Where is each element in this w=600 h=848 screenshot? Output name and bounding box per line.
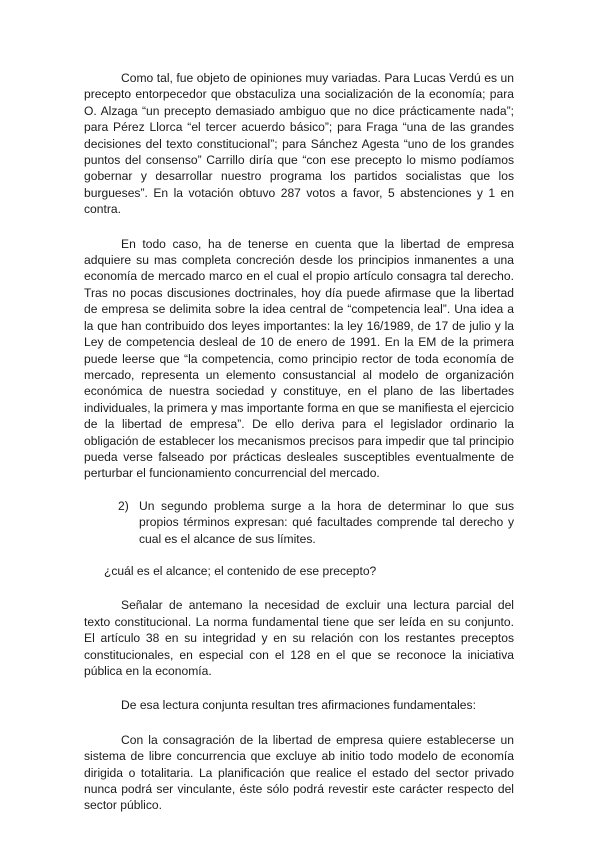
list-item-text: Un segundo problema surge a la hora de determinar lo que sus propios términos expresan: qué facultades comprende tal derecho y cual es el alcance de sus límites. bbox=[139, 498, 514, 546]
list-item-number: 2) bbox=[118, 498, 129, 513]
paragraph-lectura-conjunta: Señalar de antemano la necesidad de excluir una lectura parcial del texto constitucional. La norma fundamental tiene que ser leída en su conjunto. El artículo 38 en su integridad y en su relación con los restantes preceptos constitucionales, en especial con el 128 en el que se reconoce la iniciativa pública en la economía. bbox=[84, 598, 514, 678]
question-line: ¿cuál es el alcance; el contenido de ese precepto? bbox=[104, 563, 377, 578]
paragraph-opinions: Como tal, fue objeto de opiniones muy variadas. Para Lucas Verdú es un precepto entorpecedor que obstaculiza una socialización de la economía; para O. Alzaga “un precepto demasiado ambiguo que no dice prácticamente nada”; para Pérez Llorca “el tercer acuerdo básico”; para Fraga “una de las grandes decisiones del texto constitucional”; para Sánchez Agesta “uno de los grandes puntos del consenso” Carrillo diría que “con ese precepto lo mismo podíamos gobernar y desarrollar nuestro programa los partidos socialistas que los burgueses”. En la votación obtuvo 287 votos a favor, 5 abstenciones y 1 en contra. bbox=[84, 71, 514, 217]
paragraph-competencia-leal: En todo caso, ha de tenerse en cuenta que la libertad de empresa adquiere su mas completa concreción desde los principios inmanentes a una economía de mercado marco en el cual el propio artículo consagra tal derecho. Tras no pocas discusiones doctrinales, hoy día puede afirmase que la libertad de empresa se delimita sobre la idea central de “competencia leal”. Una idea a la que han contribuido dos leyes importantes: la ley 16/1989, de 17 de julio y la Ley de competencia desleal de 10 de enero de 1991. En la EM de la primera puede leerse que “la competencia, como principio rector de toda economía de mercado, representa un elemento consustancial al modelo de organización económica de nuestra sociedad y constituye, en el plano de las libertades individuales, la primera y mas importante forma en que se manifiesta el ejercicio de la libertad de empresa”. De ello deriva para el legislador ordinario la obligación de establecer los mecanismos precisos para impedir que tal principio pueda verse falseado por prácticas desleales susceptibles eventualmente de perturbar el funcionamiento concurrencial del mercado. bbox=[84, 236, 514, 481]
paragraph-libre-concurrencia: Con la consagración de la libertad de empresa quiere establecerse un sistema de libre concurrencia que excluye ab initio todo modelo de economía dirigida o totalitaria. La planificación que realice el estado del sector privado nunca podrá ser vinculante, éste sólo podrá revestir este carácter respecto del sector público. bbox=[84, 732, 514, 813]
paragraph-tres-afirmaciones: De esa lectura conjunta resultan tres afirmaciones fundamentales: bbox=[121, 698, 476, 713]
list-item-second-problem bbox=[84, 498, 514, 547]
